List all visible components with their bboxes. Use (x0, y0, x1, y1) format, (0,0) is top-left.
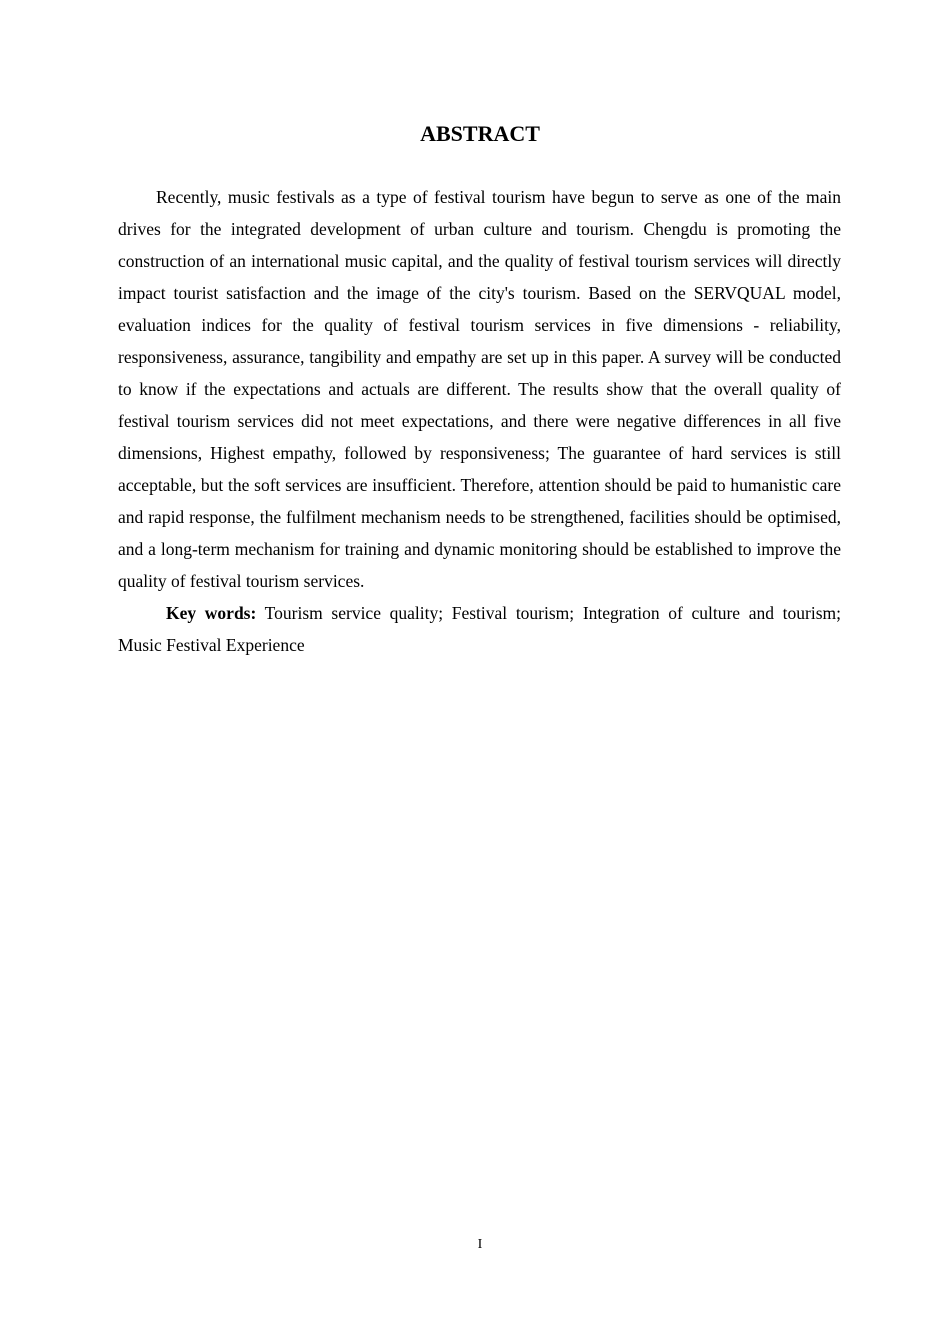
keywords-paragraph (118, 597, 841, 661)
keywords-text: Tourism service quality; Festival tourism; Integration of culture and tourism; Music Festival Experience (118, 603, 841, 655)
keywords-label: Key words: (166, 603, 257, 623)
page-number: I (477, 1237, 483, 1252)
abstract-body (118, 181, 841, 661)
abstract-title: ABSTRACT (420, 121, 540, 146)
abstract-paragraph: Recently, music festivals as a type of festival tourism have begun to serve as one of the main drives for the integrated development of urban culture and tourism. Chengdu is promoting the construction of an international music capital, and the quality of festival tourism services will directly impact tourist satisfaction and the image of the city's tourism. Based on the SERVQUAL model, evaluation indices for the quality of festival tourism services in five dimensions - reliability, responsiveness, assurance, tangibility and empathy are set up in this paper. A survey will be conducted to know if the expectations and actuals are different. The results show that the overall quality of festival tourism services did not meet expectations, and there were negative differences in all five dimensions, Highest empathy, followed by responsiveness; The guarantee of hard services is still acceptable, but the soft services are insufficient. Therefore, attention should be paid to humanistic care and rapid response, the fulfilment mechanism needs to be strengthened, facilities should be optimised, and a long-term mechanism for training and dynamic monitoring should be established to improve the quality of festival tourism services. (118, 187, 841, 591)
